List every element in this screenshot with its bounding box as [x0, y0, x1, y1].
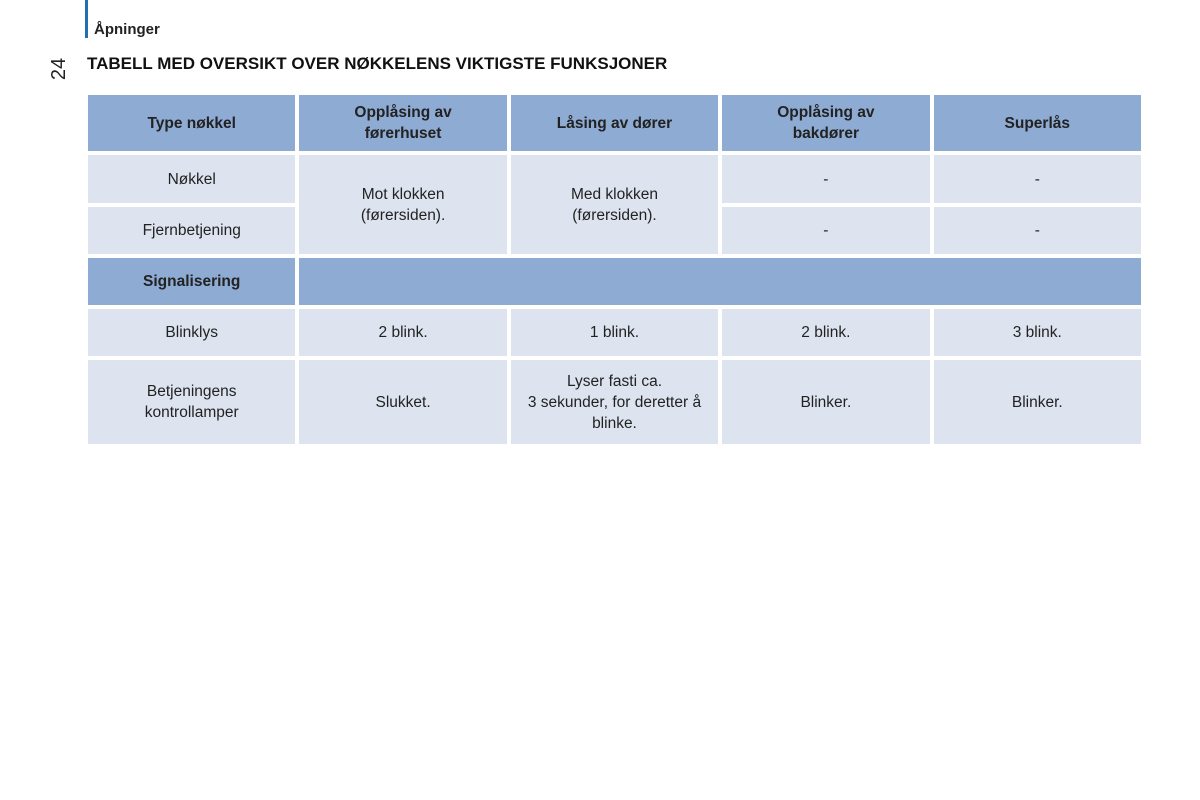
cab-unlock-shared-cell: Mot klokken (førersiden).: [299, 155, 506, 254]
column-header-superlock: Superlås: [934, 95, 1141, 151]
column-header-door-lock: Låsing av dører: [511, 95, 718, 151]
row-label-lamps: Betjeningens kontrollamper: [88, 360, 295, 444]
row-label-indicators: Blinklys: [88, 309, 295, 356]
indicators-door-lock-cell: 1 blink.: [511, 309, 718, 356]
indicators-cab-unlock-cell: 2 blink.: [299, 309, 506, 356]
key-rear-doors-cell: -: [722, 155, 929, 203]
row-label-remote: Fjernbetjening: [88, 207, 295, 254]
row-label-signal: Signalisering: [88, 258, 295, 305]
section-marker-bar: [85, 0, 88, 38]
remote-superlock-cell: -: [934, 207, 1141, 254]
column-header-rear-unlock: Opplåsing av bakdører: [722, 95, 929, 151]
table-header-row: [88, 95, 1141, 151]
lamps-rear-doors-cell: Blinker.: [722, 360, 929, 444]
page-number: 24: [48, 57, 70, 81]
page-heading: TABELL MED OVERSIKT OVER NØKKELENS VIKTIGSTE FUNKSJONER: [87, 54, 668, 73]
indicators-rear-doors-cell: 2 blink.: [722, 309, 929, 356]
column-header-cab-unlock: Opplåsing av førerhuset: [299, 95, 506, 151]
lamps-door-lock-cell: Lyser fasti ca. 3 sekunder, for deretter å blinke.: [511, 360, 718, 444]
column-header-key-type: Type nøkkel: [88, 95, 295, 151]
lamps-cab-unlock-cell: Slukket.: [299, 360, 506, 444]
indicators-superlock-cell: 3 blink.: [934, 309, 1141, 356]
lamps-superlock-cell: Blinker.: [934, 360, 1141, 444]
remote-rear-doors-cell: -: [722, 207, 929, 254]
key-functions-table: [84, 91, 1145, 448]
signal-section-band: [299, 258, 1141, 305]
table-row: [88, 155, 1141, 203]
door-lock-shared-cell: Med klokken (førersiden).: [511, 155, 718, 254]
row-label-key: Nøkkel: [88, 155, 295, 203]
key-superlock-cell: -: [934, 155, 1141, 203]
section-name: Åpninger: [94, 21, 160, 38]
table-row: [88, 309, 1141, 356]
table-row: [88, 360, 1141, 444]
table-section-row: [88, 258, 1141, 305]
